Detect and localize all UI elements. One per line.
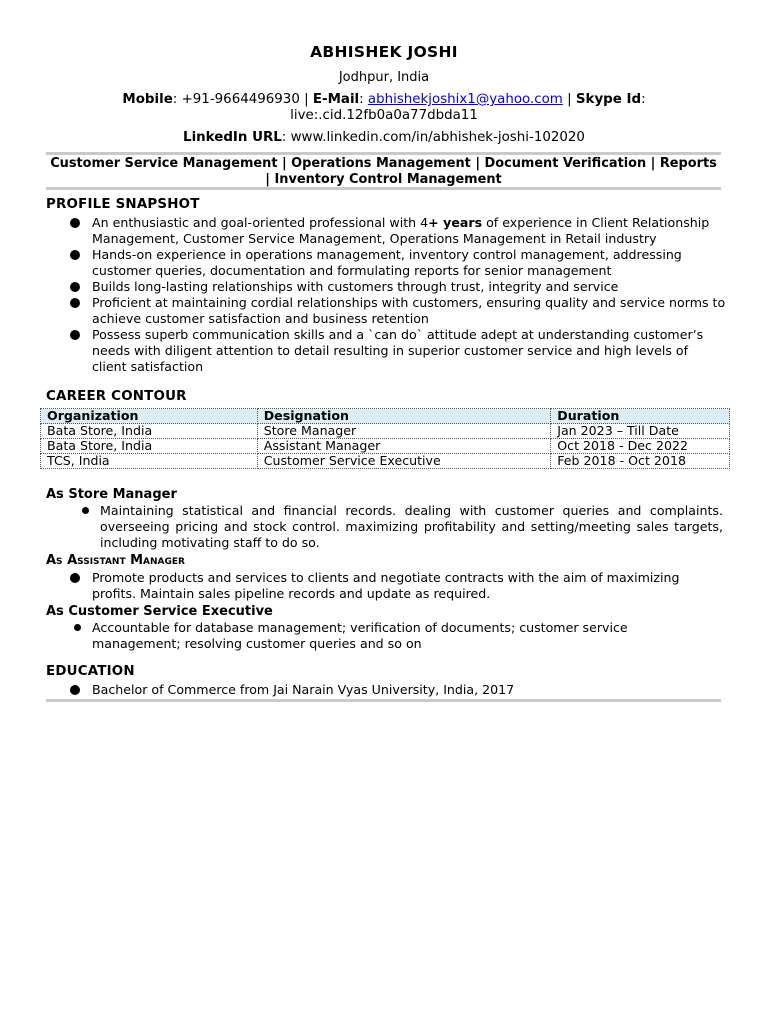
linkedin-value: www.linkedin.com/in/abhishek-joshi-102020	[290, 130, 585, 145]
education-list	[46, 682, 726, 698]
profile-list	[46, 215, 726, 375]
section-title-career: CAREER CONTOUR	[46, 389, 187, 404]
contact-line: Mobile: +91-9664496930 | E-Mail: abhishekjoshix1@yahoo.com | Skype Id: live:.cid.12fb0a0a77dbda11	[122, 92, 646, 123]
table-row	[41, 439, 730, 454]
store-manager-list	[54, 503, 723, 551]
list-item: Bachelor of Commerce from Jai Narain Vyas University, India, 2017	[46, 682, 726, 698]
mobile-label: Mobile	[122, 92, 173, 107]
role-title-assistant-manager: As Assistant Manager	[46, 553, 185, 568]
table-header-row	[41, 409, 730, 424]
table-cell: Feb 2018 - Oct 2018	[551, 454, 730, 469]
divider	[46, 699, 721, 702]
table-cell: Customer Service Executive	[257, 454, 551, 469]
role-title-cse: As Customer Service Executive	[46, 604, 273, 619]
table-cell: Assistant Manager	[257, 439, 551, 454]
candidate-location: Jodhpur, India	[338, 70, 430, 85]
role-title-store-manager: As Store Manager	[46, 487, 177, 502]
list-item: Builds long-lasting relationships with customers through trust, integrity and service	[46, 279, 726, 295]
assistant-manager-list	[46, 570, 726, 602]
bullet-icon	[70, 573, 80, 583]
section-title-education: EDUCATION	[46, 664, 135, 679]
bullet-icon	[82, 507, 89, 514]
linkedin-line: LinkedIn URL: www.linkedin.com/in/abhishek-joshi-102020	[183, 130, 585, 145]
table-cell: Bata Store, India	[41, 439, 258, 454]
table-row	[41, 424, 730, 439]
column-header: Duration	[551, 409, 730, 424]
candidate-name: ABHISHEK JOSHI	[310, 43, 458, 61]
list-item: Promote products and services to clients and negotiate contracts with the aim of maximizing profits. Maintain sales pipeline records and update as required.	[46, 570, 726, 602]
list-item: Hands-on experience in operations management, inventory control management, addressing customer queries, documentation and formulating reports for senior management	[46, 247, 726, 279]
table-cell: Oct 2018 - Dec 2022	[551, 439, 730, 454]
table-row	[41, 454, 730, 469]
skype-label: Skype Id	[575, 92, 642, 107]
divider	[46, 152, 721, 155]
list-item: An enthusiastic and goal-oriented professional with 4+ years of experience in Client Relationship Management, Customer Service Management, Operations Management in Retail industry	[46, 215, 726, 247]
list-item: Accountable for database management; verification of documents; customer service management; resolving customer queries and so on	[46, 620, 686, 652]
linkedin-label: LinkedIn URL	[183, 130, 282, 145]
bullet-icon	[70, 298, 80, 308]
bullet-icon	[74, 624, 81, 631]
table-cell: TCS, India	[41, 454, 258, 469]
bullet-icon	[70, 282, 80, 292]
list-item: Possess superb communication skills and a `can do` attitude adept at understanding customer’s needs with diligent attention to detail resulting in superior customer service and high levels of client satisfaction	[46, 327, 726, 375]
mobile-value: +91-9664496930	[181, 92, 300, 107]
email-label: E-Mail	[312, 92, 360, 107]
table-cell: Jan 2023 – Till Date	[551, 424, 730, 439]
skills-line: Customer Service Management | Operations Management | Document Verification | Reports | Inventory Control Management	[50, 156, 717, 187]
list-item: Maintaining statistical and financial records. dealing with customer queries and complaints. overseeing pricing and stock control. maximizing profitability and setting/meeting sales targets, including motivating staff to do so.	[54, 503, 723, 551]
cse-list	[46, 620, 686, 652]
skype-value: live:.cid.12fb0a0a77dbda11	[290, 108, 478, 123]
bullet-icon	[70, 685, 80, 695]
bullet-icon	[70, 218, 80, 228]
list-item: Proficient at maintaining cordial relationships with customers, ensuring quality and service norms to achieve customer satisfaction and business retention	[46, 295, 726, 327]
table-cell: Bata Store, India	[41, 424, 258, 439]
section-title-profile: PROFILE SNAPSHOT	[46, 197, 200, 212]
bullet-icon	[70, 250, 80, 260]
divider	[46, 187, 721, 190]
bullet-icon	[70, 330, 80, 340]
table-cell: Store Manager	[257, 424, 551, 439]
email-link[interactable]: abhishekjoshix1@yahoo.com	[367, 92, 563, 107]
column-header: Designation	[257, 409, 551, 424]
career-table	[40, 408, 730, 469]
column-header: Organization	[41, 409, 258, 424]
